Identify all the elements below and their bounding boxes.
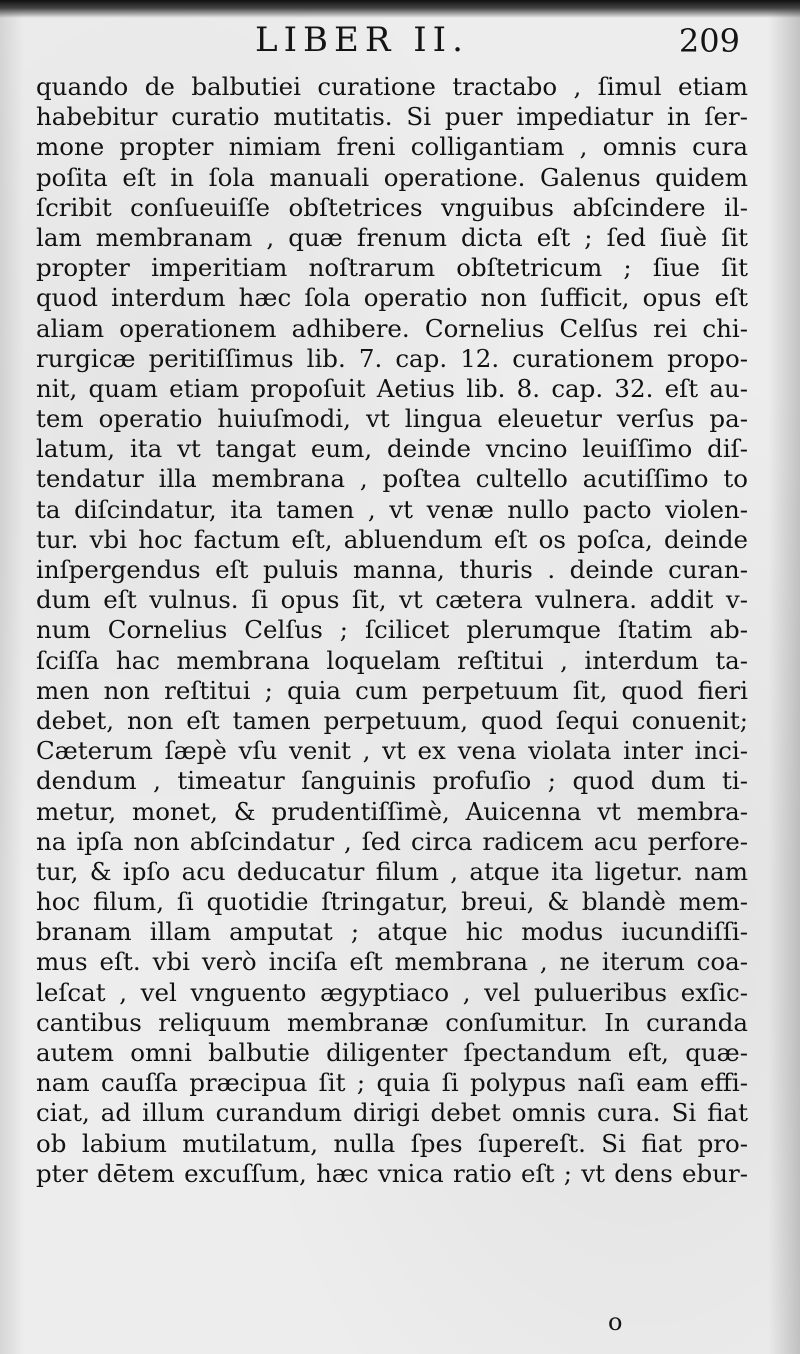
- text-line: rurgicæ peritiſſimus lib. 7. cap. 12. curationem propo-: [36, 343, 748, 373]
- running-head-title: LIBER II.: [255, 20, 469, 60]
- text-line: num Cornelius Celſus ; ſcilicet plerumque ſtatim ab-: [36, 615, 748, 645]
- text-line: tur, & ipſo acu deducatur filum , atque ita ligetur. nam: [36, 856, 748, 886]
- body-text: [36, 72, 748, 1189]
- text-line: hoc filum, ſi quotidie ſtringatur, breui, & blandè mem-: [36, 887, 748, 917]
- text-line: latum, ita vt tangat eum, deinde vncino leuiſſimo diſ-: [36, 434, 748, 464]
- text-line: aliam operationem adhibere. Cornelius Celſus rei chi-: [36, 313, 748, 343]
- text-line: debet, non eſt tamen perpetuum, quod ſequi conuenit;: [36, 705, 748, 735]
- text-line: autem omni balbutie diligenter ſpectandum eſt, quæ-: [36, 1038, 748, 1067]
- text-line: tem operatio huiuſmodi, vt lingua eleuetur verſus pa-: [36, 404, 748, 434]
- text-line: leſcat , vel vnguento ægyptiaco , vel pulueribus exſic-: [36, 977, 748, 1007]
- text-line: men non reſtitui ; quia cum perpetuum ſit, quod fieri: [36, 675, 748, 705]
- text-line: pter dētem excuſſum, hæc vnica ratio eſt ; vt dens ebur-: [36, 1158, 748, 1188]
- text-line: ciat, ad illum curandum dirigi debet omnis cura. Si fiat: [36, 1098, 748, 1128]
- text-line: branam illam amputat ; atque hic modus iucundiſſi-: [36, 917, 748, 947]
- text-line: mone propter nimiam freni colligantiam , omnis cura: [36, 132, 748, 162]
- text-line: lam membranam , quæ frenum dicta eſt ; ſed ſiuè ſit: [36, 222, 748, 252]
- text-line: nit, quam etiam propoſuit Aetius lib. 8. cap. 32. eſt au-: [36, 373, 748, 403]
- text-line: nam cauſſa præcipua ſit ; quia ſi polypus naſi eam effi-: [36, 1068, 748, 1098]
- catchword: o: [608, 1308, 623, 1336]
- page-top-shadow: [0, 0, 800, 18]
- text-line: na ipſa non abſcindatur , ſed circa radicem acu perfore-: [36, 826, 748, 856]
- text-line: mus eſt. vbi verò inciſa eſt membrana , ne iterum coa-: [36, 947, 748, 977]
- text-line: dum eſt vulnus. ſi opus ſit, vt cætera vulnera. addit v-: [36, 585, 748, 615]
- text-line: ſcribit conſueuiſſe obſtetrices vnguibus abſcindere il-: [36, 192, 748, 222]
- text-line: quando de balbutiei curatione tractabo , ſimul etiam: [36, 72, 748, 101]
- text-line: Cæterum ſæpè vſu venit , vt ex vena violata inter inci-: [36, 736, 748, 766]
- text-line: quod interdum hæc ſola operatio non ſufficit, opus eſt: [36, 283, 748, 313]
- text-line: inſpergendus eſt puluis manna, thuris . deinde curan-: [36, 555, 748, 584]
- text-line: ob labium mutilatum, nulla ſpes ſupereſt. Si fiat pro-: [36, 1128, 748, 1158]
- text-line: propter imperitiam noſtrarum obſtetricum ; ſiue ſit: [36, 253, 748, 283]
- text-line: dendum , timeatur ſanguinis profuſio ; quod dum ti-: [36, 766, 748, 796]
- text-line: habebitur curatio mutitatis. Si puer impediatur in ſer-: [36, 102, 748, 132]
- text-line: metur, monet, & prudentiſſimè, Auicenna vt membra-: [36, 796, 748, 826]
- text-line: tur. vbi hoc factum eſt, abluendum eſt os poſca, deinde: [36, 524, 748, 554]
- text-line: ta diſcindatur, ita tamen , vt venæ nullo pacto violen-: [36, 494, 748, 524]
- text-line: poſita eſt in ſola manuali operatione. Galenus quidem: [36, 162, 748, 192]
- text-line: cantibus reliquum membranæ conſumitur. In curanda: [36, 1007, 748, 1037]
- text-line: tendatur illa membrana , poſtea cultello acutiſſimo to: [36, 464, 748, 494]
- page-number: 209: [678, 22, 740, 60]
- text-line: ſciſſa hac membrana loquelam reſtitui , interdum ta-: [36, 645, 748, 675]
- running-head: [40, 20, 740, 70]
